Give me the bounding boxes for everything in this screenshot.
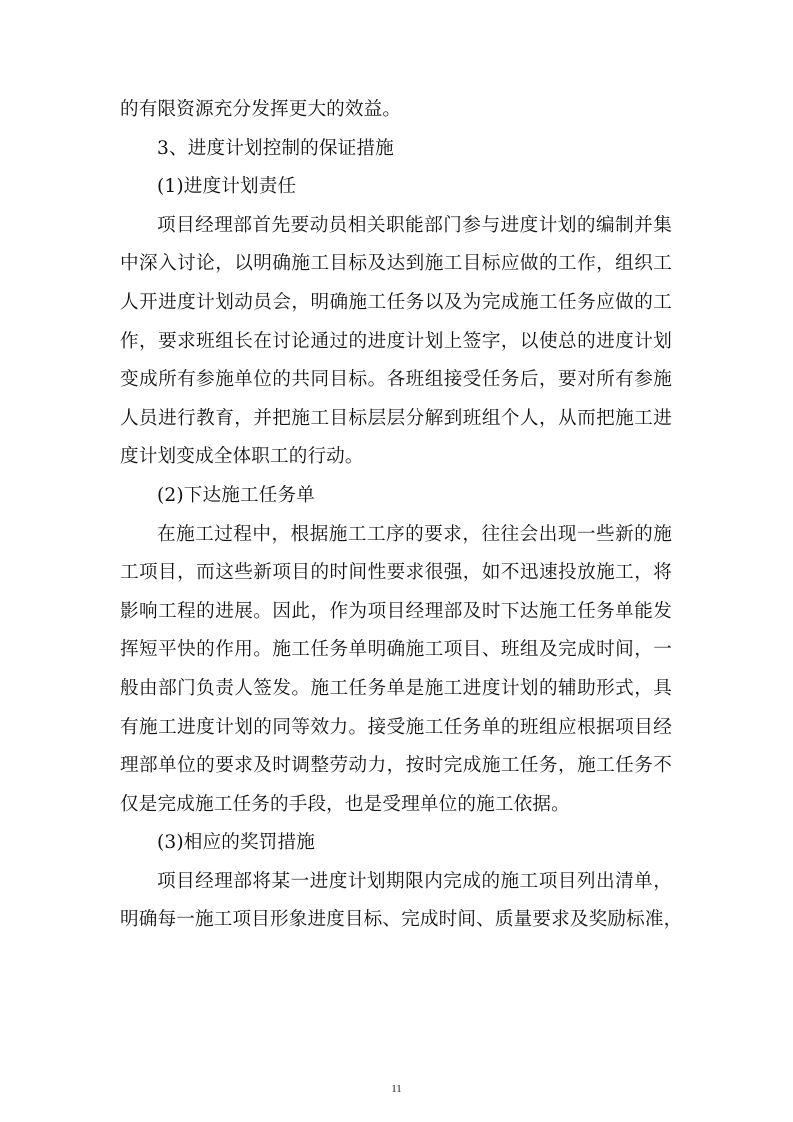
page-number: 11 [391,1083,402,1095]
paragraph-2-last-line: 仅是完成施工任务的手段，也是受理单位的施工依据。 [120,793,570,815]
paragraph-1-line: 中深入讨论，以明确施工目标及达到施工目标应做的工作，组织工 [120,253,672,275]
paragraph-2-line: 理部单位的要求及时调整劳动力，按时完成施工任务，施工任务不 [120,755,672,777]
section-heading: 3、进度计划控制的保证措施 [157,137,394,159]
paragraph-1-line: 作，要求班组长在讨论通过的进度计划上签字，以使总的进度计划 [120,330,672,352]
subsection-heading-1: (1)进度计划责任 [157,176,297,198]
paragraph-2-line: 影响工程的进展。因此，作为项目经理部及时下达施工任务单能发 [120,600,672,622]
paragraph-1-last-line: 度计划变成全体职工的行动。 [120,446,364,468]
paragraph-3-line: 项目经理部将某一进度计划期限内完成的施工项目列出清单， [157,870,672,892]
paragraph-1-line: 变成所有参施单位的共同目标。各班组接受任务后，要对所有参施 [120,369,672,391]
subsection-heading-2: (2)下达施工任务单 [157,484,315,506]
paragraph-2-line: 挥短平快的作用。施工任务单明确施工项目、班组及完成时间，一 [120,639,672,661]
paragraph-1-line: 人开进度计划动员会，明确施工任务以及为完成施工任务应做的工 [120,291,672,313]
document-body [120,91,683,940]
subsection-heading-3: (3)相应的奖罚措施 [157,832,315,854]
text-line-continuation: 的有限资源充分发挥更大的效益。 [120,99,402,120]
paragraph-1-line: 项目经理部首先要动员相关职能部门参与进度计划的编制并集 [157,214,672,236]
paragraph-2-line: 工项目，而这些新项目的时间性要求很强，如不迅速投放施工，将 [120,562,672,584]
paragraph-2-line: 般由部门负责人签发。施工任务单是施工进度计划的辅助形式，具 [120,677,672,699]
paragraph-1-line: 人员进行教育，并把施工目标层层分解到班组个人，从而把施工进 [120,407,672,429]
paragraph-2-line: 在施工过程中，根据施工工序的要求，往往会出现一些新的施 [157,523,672,545]
paragraph-3-line: 明确每一施工项目形象进度目标、完成时间、质量要求及奖励标准， [120,909,683,931]
paragraph-2-line: 有施工进度计划的同等效力。接受施工任务单的班组应根据项目经 [120,716,672,738]
